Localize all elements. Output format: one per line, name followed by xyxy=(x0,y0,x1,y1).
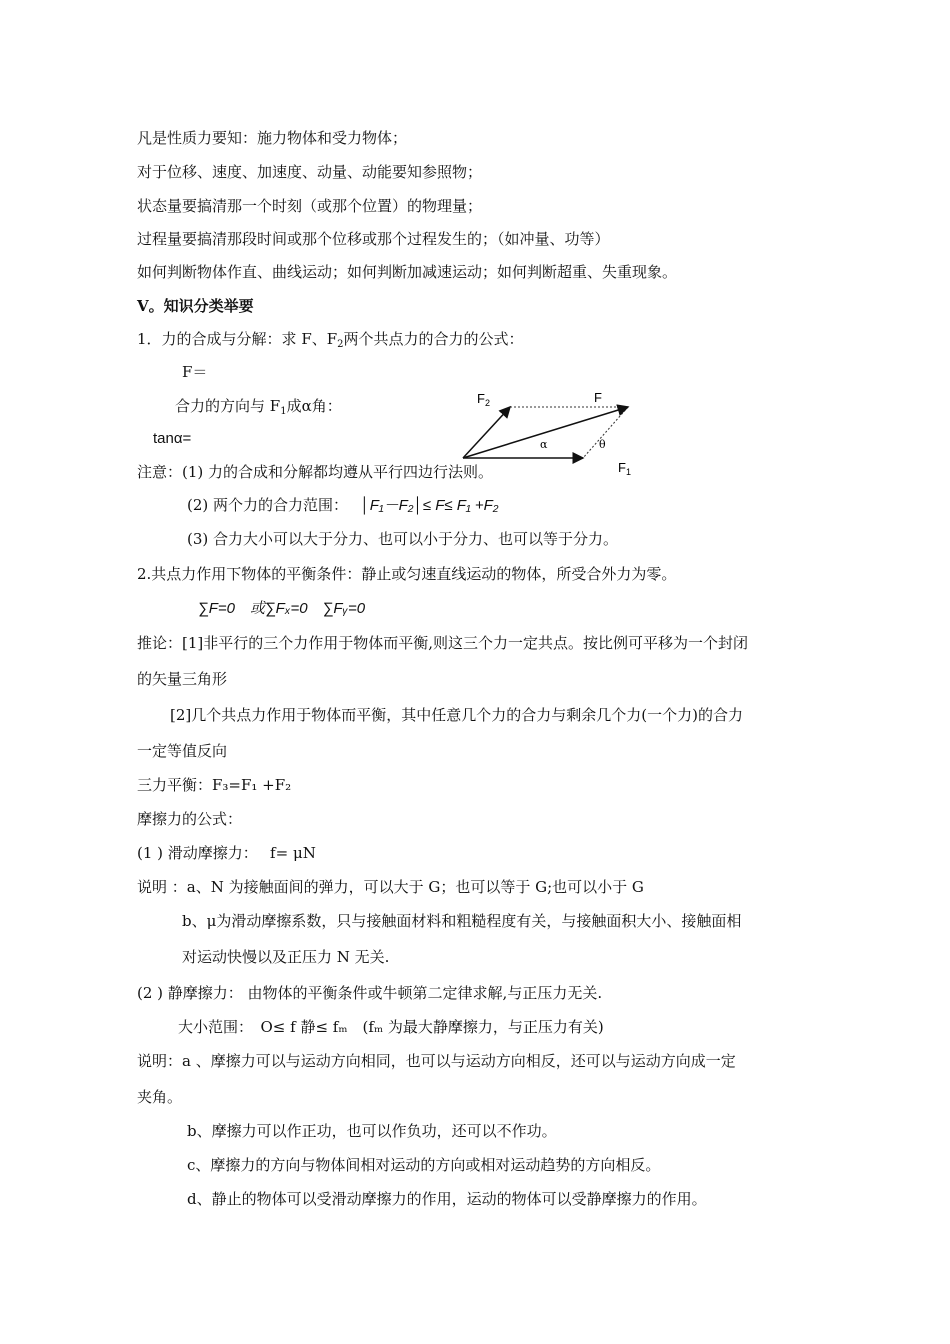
label-alpha: α xyxy=(540,438,548,451)
resultant-formula: F＝ xyxy=(182,363,208,381)
kinetic-note-a: 说明 ：a、N 为接触面间的弹力，可以大于 G；也可以等于 G;也可以小于 G xyxy=(137,878,644,896)
static-note-a-cont: 夹角。 xyxy=(137,1088,183,1106)
tan-alpha-formula: tanα= xyxy=(153,430,192,447)
label-f2: $F_2$ xyxy=(477,391,490,408)
static-range: 大小范围： O≤ f 静≤ fₘ (fₘ 为最大静摩擦力，与正压力有关) xyxy=(178,1018,604,1036)
static-friction: (2 ) 静摩擦力： 由物体的平衡条件或牛顿第二定律求解,与正压力无关. xyxy=(137,984,603,1002)
force-composition-title: 1．力的合成与分解：求 F、$F_2$两个共点力的合力的公式： xyxy=(137,330,524,350)
friction-title: 摩擦力的公式： xyxy=(137,810,243,828)
equilibrium-equations: ∑F=0 或∑Fₓ=0 ∑Fᵧ=0 xyxy=(198,600,366,617)
three-force-equilibrium: 三力平衡：F₃=F₁ +F₂ xyxy=(137,776,292,794)
resultant-direction: 合力的方向与 $F_1$成α角： xyxy=(175,397,342,417)
kinetic-note-b: b、μ为滑动摩擦系数，只与接触面材料和粗糙程度有关，与接触面积大小、接触面相 xyxy=(182,912,742,930)
kinetic-note-b-cont: 对运动快慢以及正压力 N 无关. xyxy=(182,948,390,966)
intro-line-5: 如何判断物体作直、曲线运动；如何判断加减速运动；如何判断超重、失重现象。 xyxy=(137,263,678,281)
label-f1: $F_1$ xyxy=(618,460,631,477)
inference-1: 推论：[1]非平行的三个力作用于物体而平衡,则这三个力一定共点。按比例可平移为一个封闭 xyxy=(137,634,749,652)
intro-line-3: 状态量要搞清那一个时刻（或那个位置）的物理量； xyxy=(137,197,483,215)
intro-line-1: 凡是性质力要知：施力物体和受力物体； xyxy=(137,129,408,147)
note-2: (2) 两个力的合力范围： │F₁－F₂│≤ F≤ F₁ +F₂ xyxy=(187,496,499,514)
section-title: V。知识分类举要 xyxy=(137,297,254,315)
inference-2-cont: 一定等值反向 xyxy=(137,742,228,760)
inference-2: [2]几个共点力作用于物体而平衡，其中任意几个力的合力与剩余几个力(一个力)的合力 xyxy=(170,706,743,724)
label-f: F xyxy=(594,390,602,405)
static-note-c: c、摩擦力的方向与物体间相对运动的方向或相对运动趋势的方向相反。 xyxy=(187,1156,661,1174)
note-1: 注意：(1) 力的合成和分解都均遵从平行四边行法则。 xyxy=(137,463,494,481)
intro-line-4: 过程量要搞清那段时间或那个位移或那个过程发生的；（如冲量、功等） xyxy=(137,230,610,248)
note-3: (3) 合力大小可以大于分力、也可以小于分力、也可以等于分力。 xyxy=(187,530,619,548)
static-note-a: 说明：a 、摩擦力可以与运动方向相同，也可以与运动方向相反，还可以与运动方向成一定 xyxy=(137,1052,736,1070)
intro-line-2: 对于位移、速度、加速度、动量、动能要知参照物； xyxy=(137,163,483,181)
static-note-b: b、摩擦力可以作正功，也可以作负功，还可以不作功。 xyxy=(187,1122,557,1140)
static-note-d: d、静止的物体可以受滑动摩擦力的作用，运动的物体可以受静摩擦力的作用。 xyxy=(187,1190,707,1208)
kinetic-friction: (1 ) 滑动摩擦力： f= μN xyxy=(137,844,316,862)
equilibrium-title: 2.共点力作用下物体的平衡条件：静止或匀速直线运动的物体，所受合外力为零。 xyxy=(137,565,677,583)
inference-1-cont: 的矢量三角形 xyxy=(137,670,228,688)
label-theta: θ xyxy=(599,438,606,451)
